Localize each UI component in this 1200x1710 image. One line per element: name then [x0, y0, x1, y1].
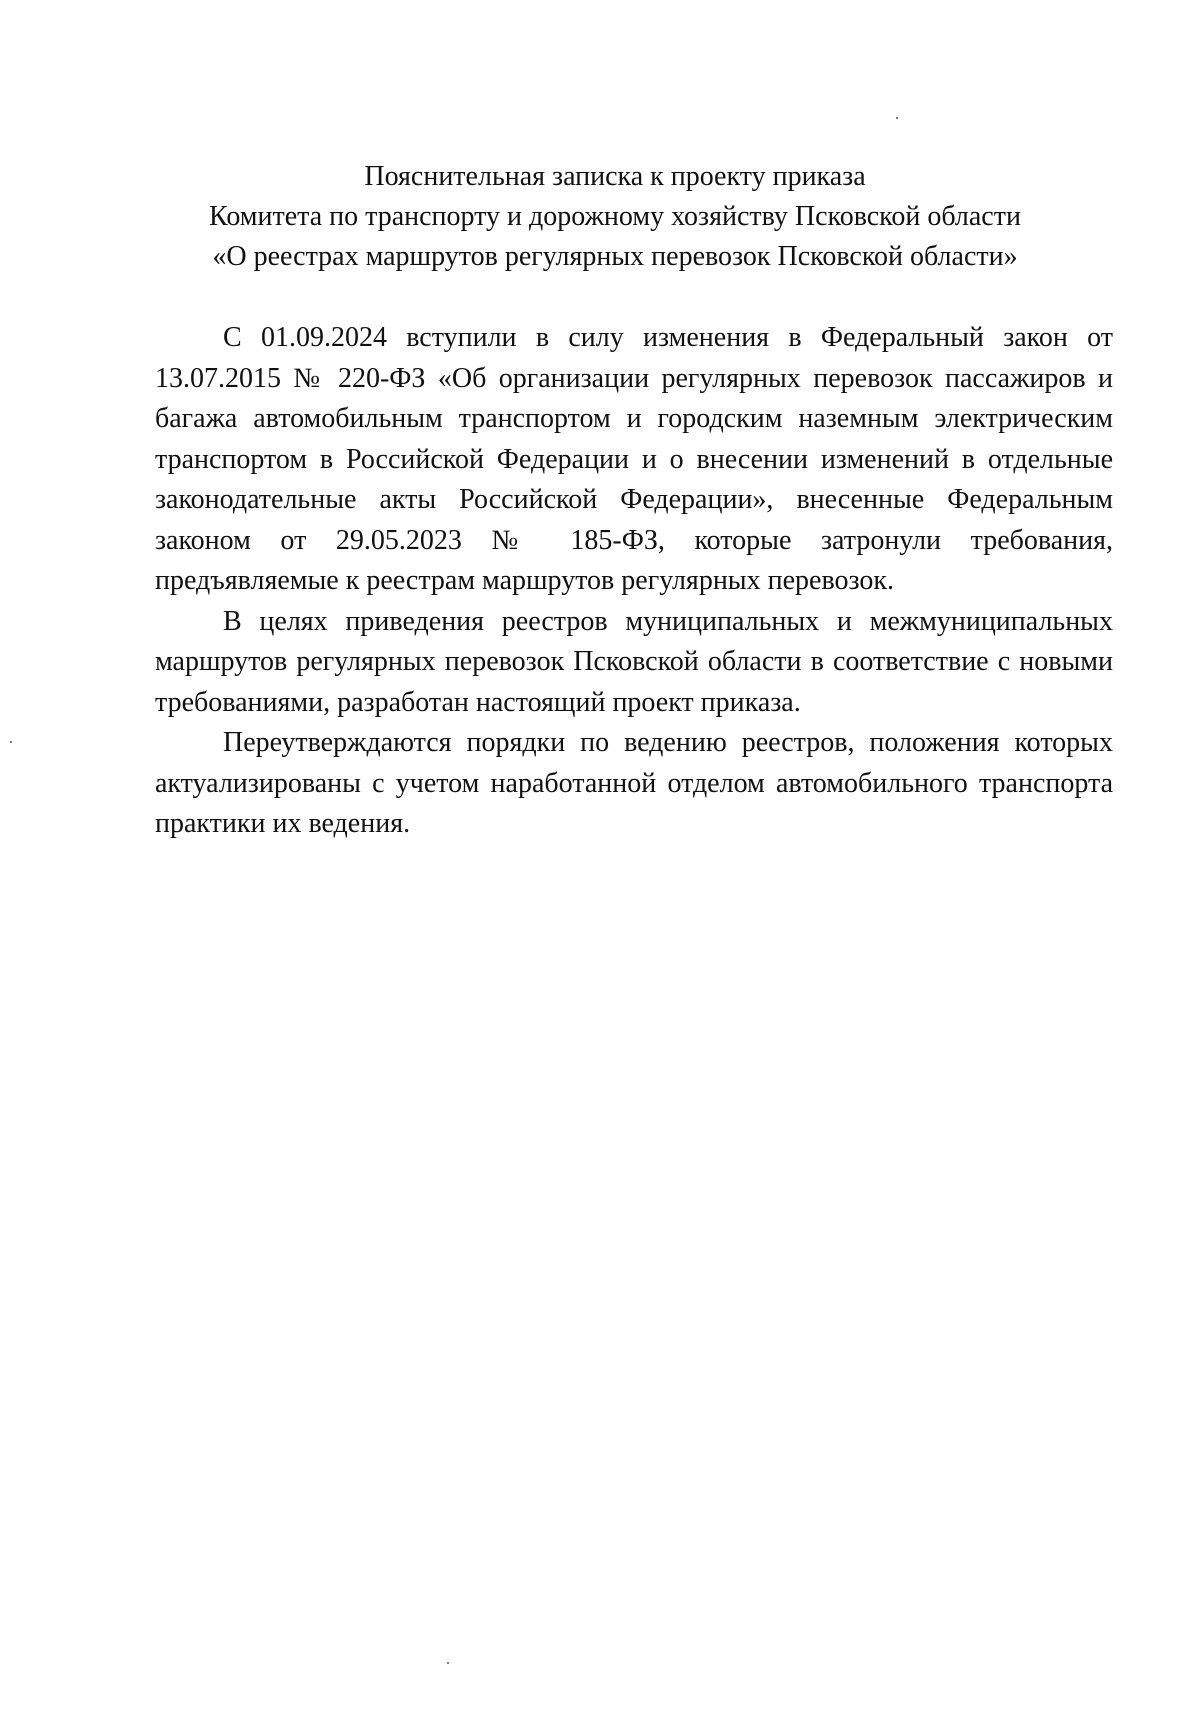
- paragraph-2: В целях приведения реестров муниципальных и межмуниципальных маршрутов регулярных перевозок Псковской области в соответствие с новыми требованиями, разработан настоящий проект приказа.: [155, 605, 1113, 718]
- paragraph-1: С 01.09.2024 вступили в силу изменения в Федеральный закон от 13.07.2015 № 220-ФЗ «Об организации регулярных перевозок пассажиров и багажа автомобильным транспортом и городским наземным электрическим транспортом в Российской Федерации и о внесении изменений в отдельные законодательные акты Российской Федерации», внесенные Федеральным законом от 29.05.2023 № 185-ФЗ, которые затронули требования, предъявляемые к реестрам маршрутов регулярных перевозок.: [155, 322, 1113, 596]
- title-line-2: Комитета по транспорту и дорожному хозяйству Псковской области: [209, 201, 1021, 232]
- scan-speck: [447, 1662, 449, 1664]
- paragraph-3: Переутверждаются порядки по ведению реестров, положения которых актуализированы с учетом наработанной отделом автомобильного транспорта практики их ведения.: [155, 727, 1113, 839]
- title-line-1: Пояснительная записка к проекту приказа: [364, 161, 866, 192]
- document-title: [150, 157, 1080, 277]
- document-body: [155, 318, 1113, 845]
- scan-speck: [10, 741, 12, 743]
- scan-speck: [896, 117, 898, 119]
- title-line-3: «О реестрах маршрутов регулярных перевозок Псковской области»: [212, 241, 1018, 272]
